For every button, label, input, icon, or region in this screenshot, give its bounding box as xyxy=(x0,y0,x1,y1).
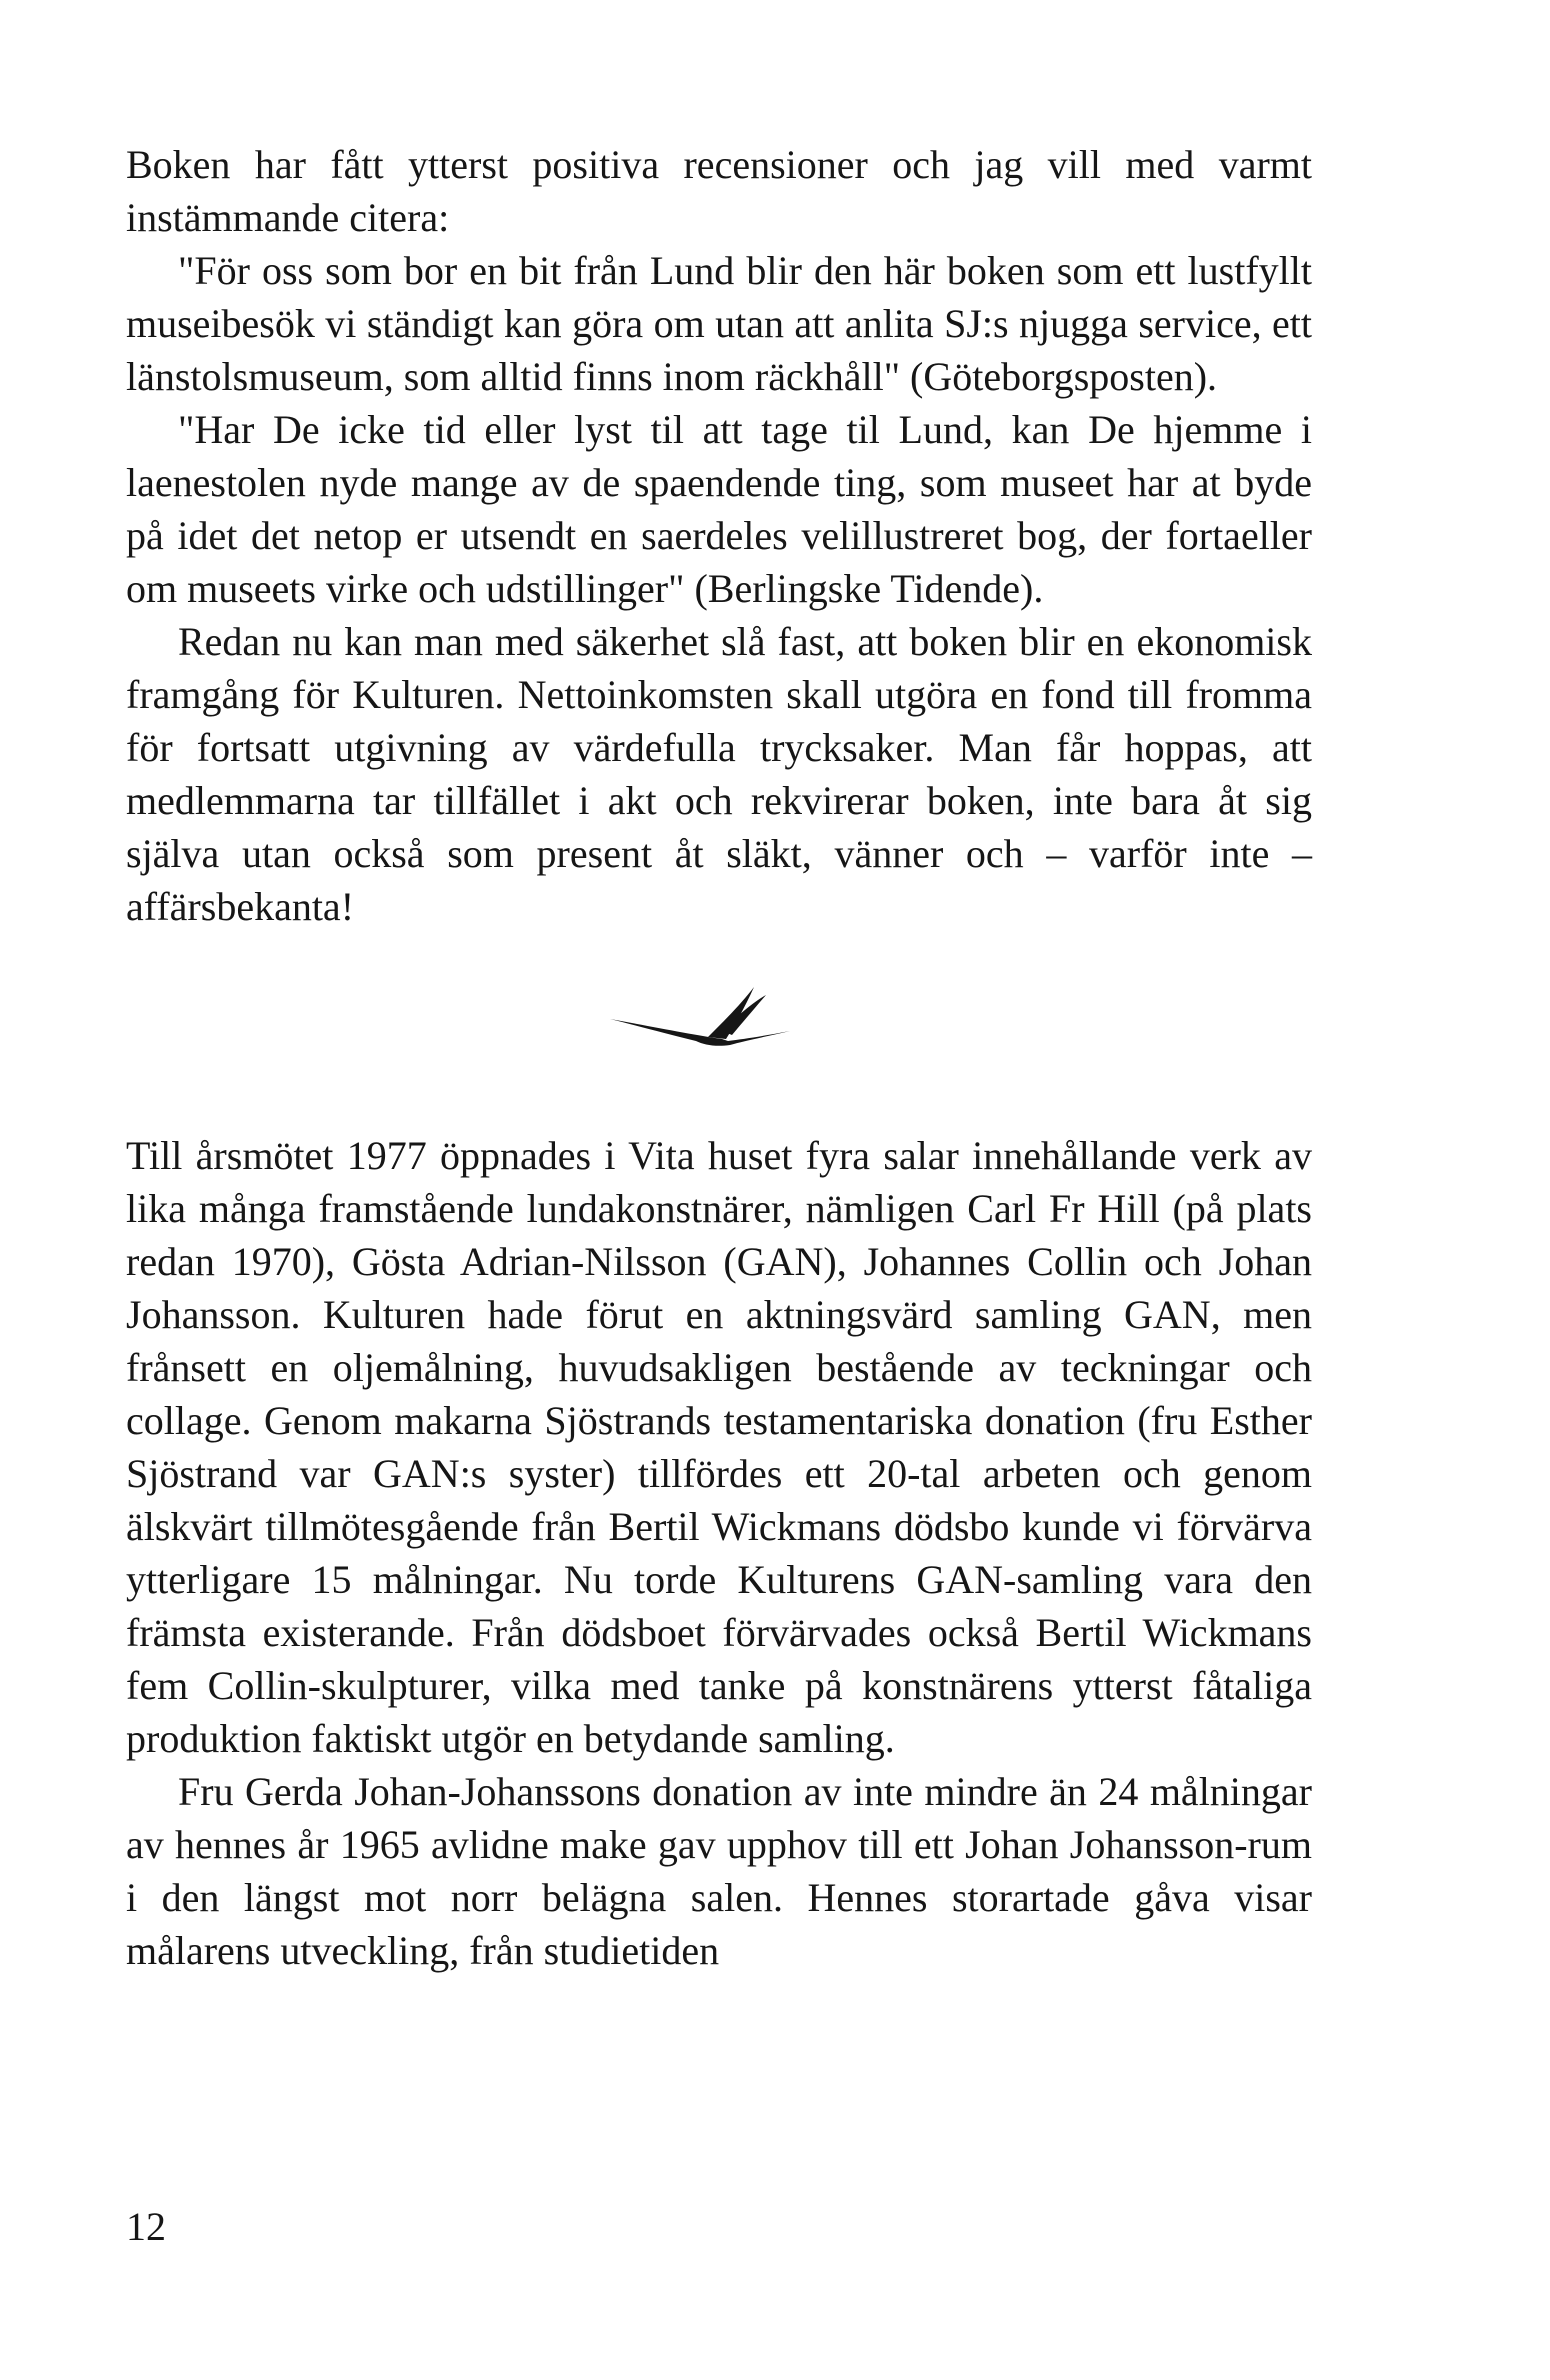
paragraph-donation: Fru Gerda Johan-Johanssons donation av inte mindre än 24 målningar av hennes år 1965 avlidne make gav upphov till ett Johan Johansson-rum i den längst mot norr belägna salen. Hennes storartade gåva visar målarens utveckling, från studietiden xyxy=(126,1769,1312,1973)
page-number: 12 xyxy=(126,2204,166,2249)
swallow-bird-icon xyxy=(604,979,834,1057)
paragraph-economic-success: Redan nu kan man med säkerhet slå fast, att boken blir en ekonomisk framgång för Kulturen. Nettoinkomsten skall utgöra en fond till fromma för fortsatt utgivning av värdefulla trycksaker. Man får hoppas, att medlemmarna tar tillfället i akt och rekvirerar boken, inte bara åt sig själva utan också som present åt släkt, vänner och – varför inte – affärsbekanta! xyxy=(126,619,1312,929)
paragraph-intro: Boken har fått ytterst positiva recensioner och jag vill med varmt instämmande citera: xyxy=(126,142,1312,240)
page-text-column xyxy=(126,138,1312,1977)
paragraph-annual-meeting: Till årsmötet 1977 öppnades i Vita huset fyra salar innehållande verk av lika många framstående lundakonstnärer, nämligen Carl Fr Hill (på plats redan 1970), Gösta Adrian-Nilsson (GAN), Johannes Collin och Johan Johansson. Kulturen hade förut en aktningsvärd samling GAN, men frånsett en oljemålning, huvudsakligen bestående av teckningar och collage. Genom makarna Sjöstrands testamentariska donation (fru Esther Sjöstrand var GAN:s syster) tillfördes ett 20-tal arbeten och genom älskvärt tillmötesgående från Bertil Wickmans dödsbo kunde vi förvärva ytterligare 15 målningar. Nu torde Kulturens GAN-samling vara den främsta existerande. Från dödsboet förvärvades också Bertil Wickmans fem Collin-skulpturer, vilka med tanke på konstnärens ytterst fåtaliga produktion faktiskt utgör en betydande samling. xyxy=(126,1133,1312,1761)
paragraph-quote-goteborgsposten: "För oss som bor en bit från Lund blir den här boken som ett lustfyllt museibesök vi ständigt kan göra om utan att anlita SJ:s njugga service, ett länstolsmuseum, som alltid finns inom räckhåll" (Göteborgsposten). xyxy=(126,248,1312,399)
paragraph-quote-berlingske: "Har De icke tid eller lyst til att tage til Lund, kan De hjemme i laenestolen nyde mange av de spaendende ting, som museet har at byde på idet det netop er utsendt en saerdeles velillustreret bog, der fortaeller om museets virke och udstillinger" (Berlingske Tidende). xyxy=(126,407,1312,611)
